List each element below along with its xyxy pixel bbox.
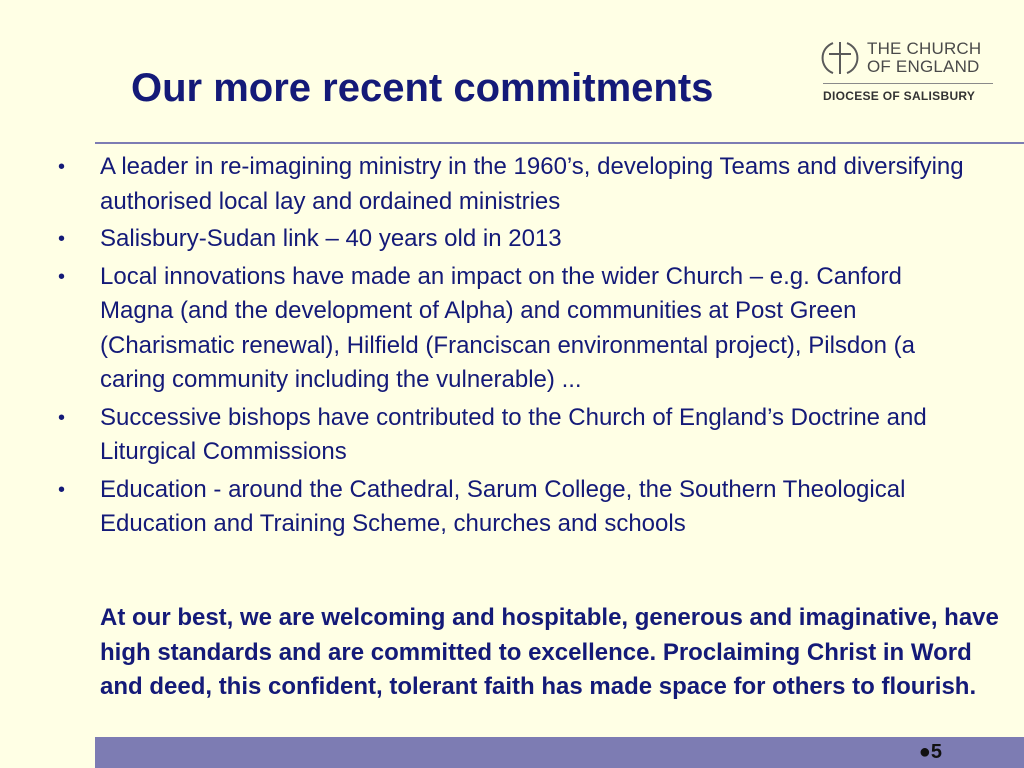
bullet-marker: • bbox=[58, 265, 66, 288]
bullet-item bbox=[58, 401, 978, 470]
slide-title: Our more recent commitments bbox=[131, 66, 714, 110]
bullet-text: A leader in re-imagining ministry in the 1960’s, developing Teams and diversifying authorised local lay and ordained ministries bbox=[100, 153, 964, 215]
bullet-text: Education - around the Cathedral, Sarum College, the Southern Theological Education and Training Scheme, churches and schools bbox=[100, 475, 906, 537]
logo-line-1: THE CHURCH bbox=[867, 39, 982, 58]
closing-statement: At our best, we are welcoming and hospitable, generous and imaginative, have high standards and are committed to excellence. Proclaiming Christ in Word and deed, this confident, tolerant faith has made space for others to flourish. bbox=[100, 604, 999, 700]
cross-in-circle-icon bbox=[820, 40, 860, 76]
title-divider bbox=[95, 142, 1024, 144]
logo-diocese: DIOCESE OF SALISBURY bbox=[823, 89, 976, 103]
logo-divider bbox=[823, 83, 993, 84]
church-of-england-logo bbox=[820, 38, 1000, 108]
footer-bar bbox=[95, 737, 1024, 768]
bullet-marker: • bbox=[58, 478, 66, 501]
bullet-marker: • bbox=[58, 156, 66, 178]
bullet-item bbox=[58, 150, 978, 219]
page-number: ●5 bbox=[918, 741, 942, 763]
bullet-marker: • bbox=[58, 228, 66, 250]
bullet-text: Local innovations have made an impact on the wider Church – e.g. Canford Magna (and the development of Alpha) and communities at Post Green (Charismatic renewal), Hilfield (Franciscan environmental project), Pilsdon (a caring community including the vulnerable) ... bbox=[100, 262, 915, 393]
bullet-item bbox=[58, 473, 978, 542]
bullet-list bbox=[58, 150, 978, 545]
bullet-text: Salisbury-Sudan link – 40 years old in 2013 bbox=[100, 225, 562, 252]
bullet-item bbox=[58, 222, 978, 257]
bullet-text: Successive bishops have contributed to the Church of England’s Doctrine and Liturgical Commissions bbox=[100, 403, 927, 465]
bullet-item bbox=[58, 260, 978, 398]
bullet-marker: • bbox=[58, 406, 66, 429]
logo-line-2: OF ENGLAND bbox=[867, 57, 980, 76]
